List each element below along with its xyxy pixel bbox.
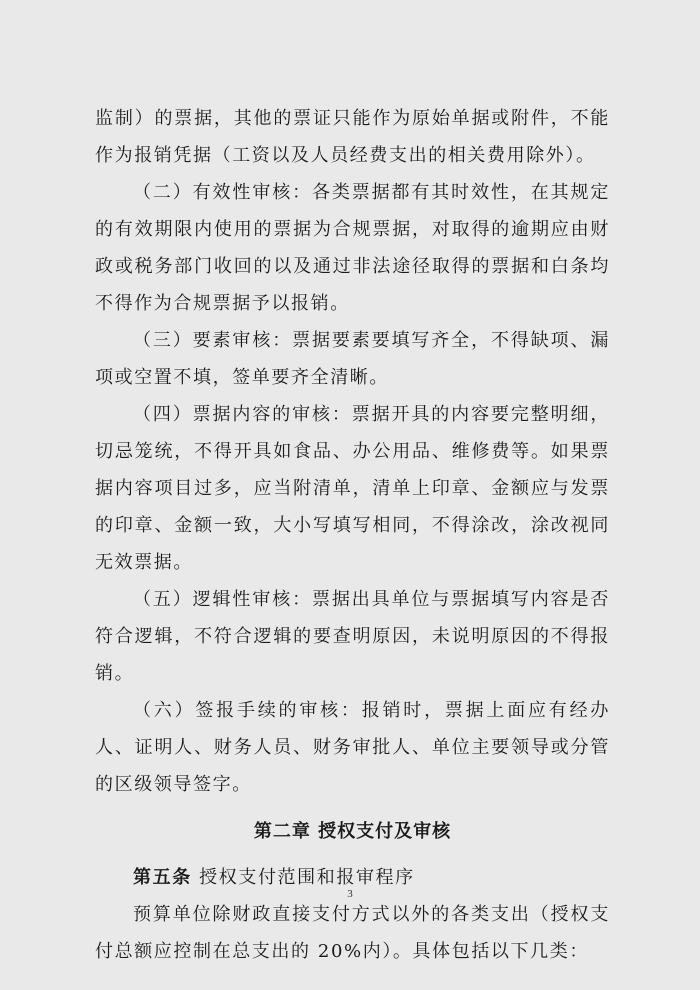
paragraph-signature-review: （六）签报手续的审核：报销时，票据上面应有经办人、证明人、财务人员、财务审批人、单位主要领导或分管的区级领导签字。: [95, 700, 610, 795]
paragraph-continuation: 监制）的票据，其他的票证只能作为原始单据或附件，不能作为报销凭据（工资以及人员经费支出的相关费用除外）。: [95, 108, 610, 166]
document-body: [95, 100, 610, 970]
paragraph-authorized-payment: 预算单位除财政直接支付方式以外的各类支出（授权支付总额应控制在总支出的 20%内）。具体包括以下几类：: [95, 904, 610, 962]
paragraph-content-review: （四）票据内容的审核：票据开具的内容要完整明细，切忌笼统，不得开具如食品、办公用品、维修费等。如果票据内容项目过多，应当附清单，清单上印章、金额应与发票的印章、金额一致，大小写填写相同，不得涂改，涂改视同无效票据。: [95, 404, 610, 573]
page-number: 3: [347, 888, 353, 900]
article-title: 授权支付范围和报审程序: [199, 867, 415, 888]
paragraph-logic-review: （五）逻辑性审核：票据出具单位与票据填写内容是否符合逻辑，不符合逻辑的要查明原因，未说明原因的不得报销。: [95, 589, 610, 684]
paragraph-element-review: （三）要素审核：票据要素要填写齐全，不得缺项、漏项或空置不填，签单要齐全清晰。: [95, 330, 610, 388]
article-label: 第五条: [133, 867, 192, 888]
chapter-title: 第二章 授权支付及审核: [253, 821, 452, 842]
paragraph-validity-review: （二）有效性审核：各类票据都有其时效性，在其规定的有效期限内使用的票据为合规票据，对取得的逾期应由财政或税务部门收回的以及通过非法途径取得的票据和白条均不得作为合规票据予以报销。: [95, 182, 610, 314]
